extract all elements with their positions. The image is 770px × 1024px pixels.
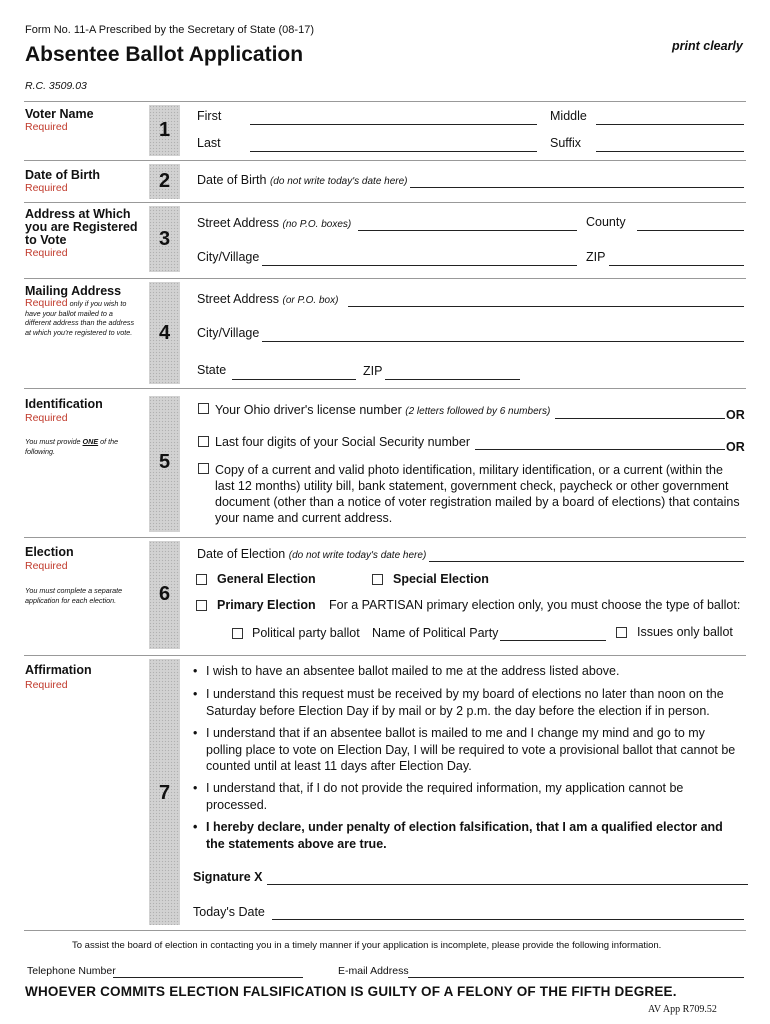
mailing-street-label: Street Address (or P.O. box) bbox=[197, 292, 339, 306]
county-field[interactable] bbox=[637, 230, 744, 231]
divider bbox=[24, 930, 746, 931]
section-5-number: 5 bbox=[158, 451, 171, 473]
mailing-city-field[interactable] bbox=[262, 341, 744, 342]
suffix-field[interactable] bbox=[596, 151, 744, 152]
affirmation-item: • I understand this request must be received by my board of elections no later than noon on the Saturday before Election Day if by mail or by 2 p.m. the day before the election if in person. bbox=[193, 687, 724, 718]
required-label: Required bbox=[25, 182, 68, 194]
special-election-checkbox[interactable] bbox=[372, 574, 383, 585]
divider bbox=[24, 202, 746, 203]
email-field[interactable] bbox=[408, 977, 744, 978]
section-2-number: 2 bbox=[158, 170, 171, 192]
divider bbox=[24, 160, 746, 161]
election-date-label: Date of Election (do not write today's date here) bbox=[197, 547, 427, 561]
city-label: City/Village bbox=[197, 250, 260, 264]
copy-id-checkbox[interactable] bbox=[198, 463, 209, 474]
ssn-checkbox[interactable] bbox=[198, 436, 209, 447]
identification-note: You must provide ONE of the following. bbox=[25, 437, 119, 456]
street-address-field[interactable] bbox=[358, 230, 577, 231]
section-3-number: 3 bbox=[158, 228, 171, 250]
mailing-state-field[interactable] bbox=[232, 379, 356, 380]
page-title: Absentee Ballot Application bbox=[25, 43, 304, 66]
required-label: Required bbox=[25, 121, 68, 133]
issues-only-checkbox[interactable] bbox=[616, 627, 627, 638]
primary-election-instructions: For a PARTISAN primary election only, you must choose the type of ballot: bbox=[329, 598, 741, 612]
todays-date-label: Today's Date bbox=[193, 905, 265, 919]
section-2-title: Date of Birth bbox=[25, 168, 100, 182]
first-name-label: First bbox=[197, 109, 222, 123]
signature-field[interactable] bbox=[267, 884, 748, 885]
drivers-license-label: Your Ohio driver's license number (2 letters followed by 6 numbers) bbox=[215, 403, 551, 417]
required-label: Required bbox=[25, 679, 68, 691]
section-4-number: 4 bbox=[158, 322, 171, 344]
copy-id-label: Copy of a current and valid photo identification, military identification, or a current (within the last 12 months) utility bill, bank statement, government check, paycheck or other government document (other than a notice of voter registration mailed by a board of elections) that contains your name and current address. bbox=[215, 463, 740, 525]
street-address-label: Street Address (no P.O. boxes) bbox=[197, 216, 352, 230]
section-6-title: Election bbox=[25, 545, 74, 559]
suffix-label: Suffix bbox=[550, 136, 582, 150]
affirmation-item: • I understand that, if I do not provide the required information, my application cannot be processed. bbox=[193, 781, 684, 812]
section-3-title: Address at Which you are Registered to Vote bbox=[25, 207, 138, 247]
divider bbox=[24, 388, 746, 389]
telephone-label: Telephone Number bbox=[27, 965, 116, 977]
election-date-field[interactable] bbox=[429, 561, 744, 562]
mailing-required-note: Required only if you wish to have your ballot mailed to a different address than the address at which you're registered to vote. bbox=[25, 297, 135, 337]
mailing-city-label: City/Village bbox=[197, 326, 260, 340]
required-label: Required bbox=[25, 560, 68, 572]
mailing-zip-label: ZIP bbox=[363, 364, 383, 378]
dob-field[interactable] bbox=[410, 187, 744, 188]
section-7-title: Affirmation bbox=[25, 663, 92, 677]
primary-election-checkbox[interactable] bbox=[196, 600, 207, 611]
section-1-title: Voter Name bbox=[25, 107, 94, 121]
election-note: You must complete a separate application for each election. bbox=[25, 586, 123, 605]
city-field[interactable] bbox=[262, 265, 577, 266]
party-ballot-checkbox[interactable] bbox=[232, 628, 243, 639]
zip-label: ZIP bbox=[586, 250, 606, 264]
email-label: E-mail Address bbox=[338, 965, 409, 977]
section-6-number: 6 bbox=[158, 583, 171, 605]
divider bbox=[24, 101, 746, 102]
primary-election-label: Primary Election bbox=[217, 598, 316, 612]
revised-code: R.C. 3509.03 bbox=[25, 80, 87, 92]
issues-only-label: Issues only ballot bbox=[637, 625, 733, 639]
party-name-label: Name of Political Party bbox=[372, 626, 499, 640]
section-4-title: Mailing Address bbox=[25, 284, 122, 298]
drivers-license-field[interactable] bbox=[555, 418, 725, 419]
party-ballot-label: Political party ballot bbox=[252, 626, 360, 640]
falsification-warning: WHOEVER COMMITS ELECTION FALSIFICATION IS GUILTY OF A FELONY OF THE FIFTH DEGREE. bbox=[25, 984, 677, 999]
divider bbox=[24, 655, 746, 656]
county-label: County bbox=[586, 215, 626, 229]
todays-date-field[interactable] bbox=[272, 919, 744, 920]
middle-name-label: Middle bbox=[550, 109, 587, 123]
affirmation-item: • I understand that if an absentee ballot is mailed to me and I change my mind and go to my polling place to vote on Election Day, I will be required to vote a provisional ballot that cannot be counted until at least 11 days after Election Day. bbox=[193, 726, 736, 773]
required-label: Required bbox=[25, 247, 68, 259]
dob-label: Date of Birth (do not write today's date here) bbox=[197, 173, 408, 187]
special-election-label: Special Election bbox=[393, 572, 489, 586]
section-1-number: 1 bbox=[158, 119, 171, 141]
drivers-license-checkbox[interactable] bbox=[198, 403, 209, 414]
required-label: Required bbox=[25, 412, 68, 424]
divider bbox=[24, 278, 746, 279]
print-clearly-note: print clearly bbox=[672, 39, 743, 53]
or-label: OR bbox=[726, 408, 745, 422]
or-label: OR bbox=[726, 440, 745, 454]
last-name-field[interactable] bbox=[250, 151, 537, 152]
zip-field[interactable] bbox=[609, 265, 744, 266]
form-number: Form No. 11-A Prescribed by the Secretary of State (08-17) bbox=[25, 24, 314, 36]
affirmation-item: • I wish to have an absentee ballot mailed to me at the address listed above. bbox=[193, 664, 620, 678]
ssn-label: Last four digits of your Social Security number bbox=[215, 435, 470, 449]
mailing-street-field[interactable] bbox=[348, 306, 744, 307]
mailing-state-label: State bbox=[197, 363, 227, 377]
section-5-title: Identification bbox=[25, 397, 103, 411]
general-election-label: General Election bbox=[217, 572, 316, 586]
divider bbox=[24, 537, 746, 538]
telephone-field[interactable] bbox=[113, 977, 303, 978]
first-name-field[interactable] bbox=[250, 124, 537, 125]
signature-label: Signature X bbox=[193, 870, 263, 884]
mailing-zip-field[interactable] bbox=[385, 379, 520, 380]
middle-name-field[interactable] bbox=[596, 124, 744, 125]
last-name-label: Last bbox=[197, 136, 221, 150]
general-election-checkbox[interactable] bbox=[196, 574, 207, 585]
section-7-number: 7 bbox=[158, 782, 171, 804]
party-name-field[interactable] bbox=[500, 640, 606, 641]
contact-instructions: To assist the board of election in contacting you in a timely manner if your application is incomplete, please provide the following information. bbox=[72, 940, 662, 951]
form-code: AV App R709.52 bbox=[648, 1004, 717, 1015]
affirmation-declaration: • I hereby declare, under penalty of election falsification, that I am a qualified elector and the statements above are true. bbox=[193, 820, 723, 851]
ssn-field[interactable] bbox=[475, 449, 725, 450]
